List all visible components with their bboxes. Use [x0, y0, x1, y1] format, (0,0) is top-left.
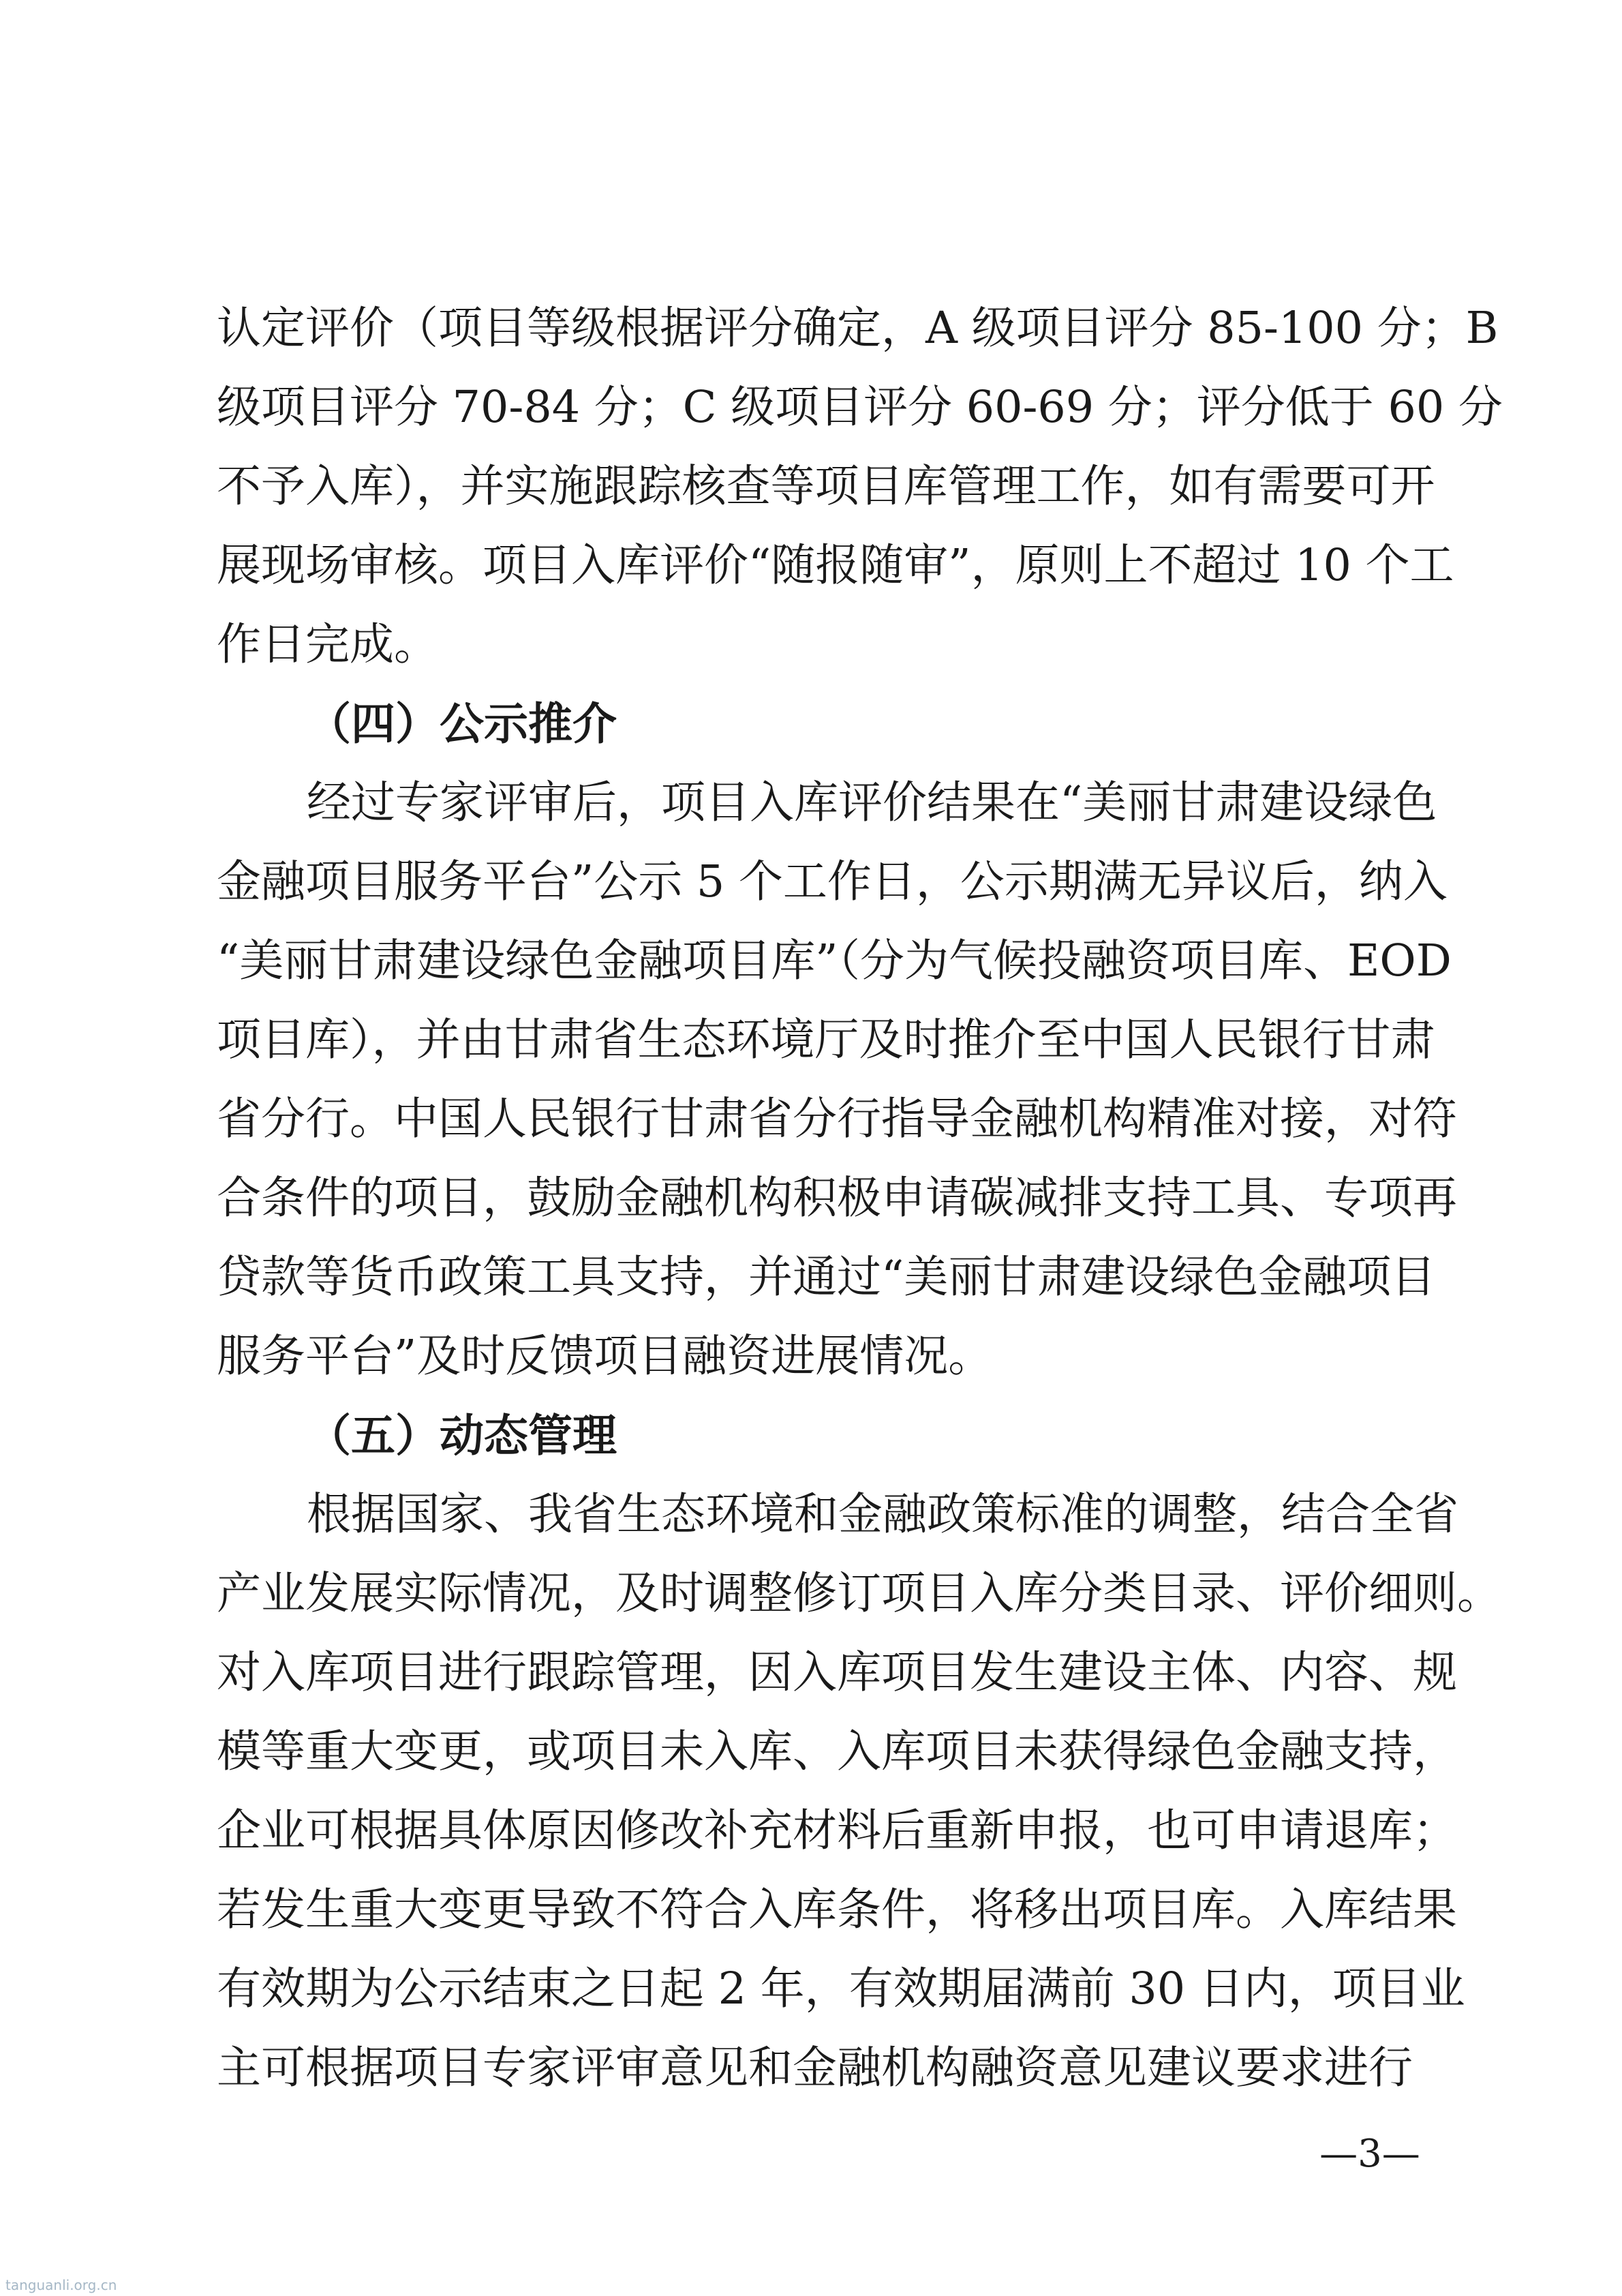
body-line: 经过专家评审后，项目入库评价结果在“美丽甘肃建设绿色 [307, 777, 1437, 828]
body-line: 产业发展实际情况，及时调整修订项目入库分类目录、评价细则。 [217, 1568, 1502, 1619]
body-line: 根据国家、我省生态环境和金融政策标准的调整，结合全省 [307, 1489, 1459, 1540]
watermark: tanguanli.org.cn [5, 2277, 117, 2293]
page-number: —3— [1319, 2132, 1420, 2176]
body-line: “美丽甘肃建设绿色金融项目库”（分为气候投融资项目库、EOD [217, 935, 1452, 986]
body-line: 若发生重大变更导致不符合入库条件，将移出项目库。入库结果 [217, 1884, 1458, 1935]
body-line: 作日完成。 [217, 619, 439, 670]
body-line: 不予入库），并实施跟踪核查等项目库管理工作，如有需要可开 [217, 461, 1435, 512]
section-heading-dynamic-management: （五）动态管理 [307, 1410, 617, 1462]
body-line: 级项目评分 70-84 分；C 级项目评分 60-69 分；评分低于 60 分 [217, 382, 1503, 433]
body-line: 对入库项目进行跟踪管理，因入库项目发生建设主体、内容、规 [217, 1647, 1458, 1698]
body-line: 省分行。中国人民银行甘肃省分行指导金融机构精准对接，对符 [217, 1093, 1458, 1145]
body-line: 项目库），并由甘肃省生态环境厅及时推介至中国人民银行甘肃 [217, 1014, 1435, 1066]
body-line: 金融项目服务平台”公示 5 个工作日，公示期满无异议后，纳入 [217, 856, 1448, 907]
body-line: 模等重大变更，或项目未入库、入库项目未获得绿色金融支持， [217, 1726, 1458, 1777]
body-line: 贷款等货币政策工具支持，并通过“美丽甘肃建设绿色金融项目 [217, 1252, 1436, 1303]
body-line: 合条件的项目，鼓励金融机构积极申请碳减排支持工具、专项再 [217, 1173, 1458, 1224]
body-line: 认定评价（项目等级根据评分确定，A 级项目评分 85-100 分；B [217, 303, 1499, 354]
body-line: 主可根据项目专家评审意见和金融机构融资意见建议要求进行 [217, 2042, 1413, 2094]
body-line: 企业可根据具体原因修改补充材料后重新申报，也可申请退库； [217, 1805, 1458, 1856]
body-line: 有效期为公示结束之日起 2 年，有效期届满前 30 日内，项目业 [217, 1963, 1465, 2014]
section-heading-publicity: （四）公示推介 [307, 698, 617, 750]
body-line: 服务平台”及时反馈项目融资进展情况。 [217, 1331, 993, 1382]
body-line: 展现场审核。项目入库评价“随报随审”，原则上不超过 10 个工 [217, 540, 1454, 591]
